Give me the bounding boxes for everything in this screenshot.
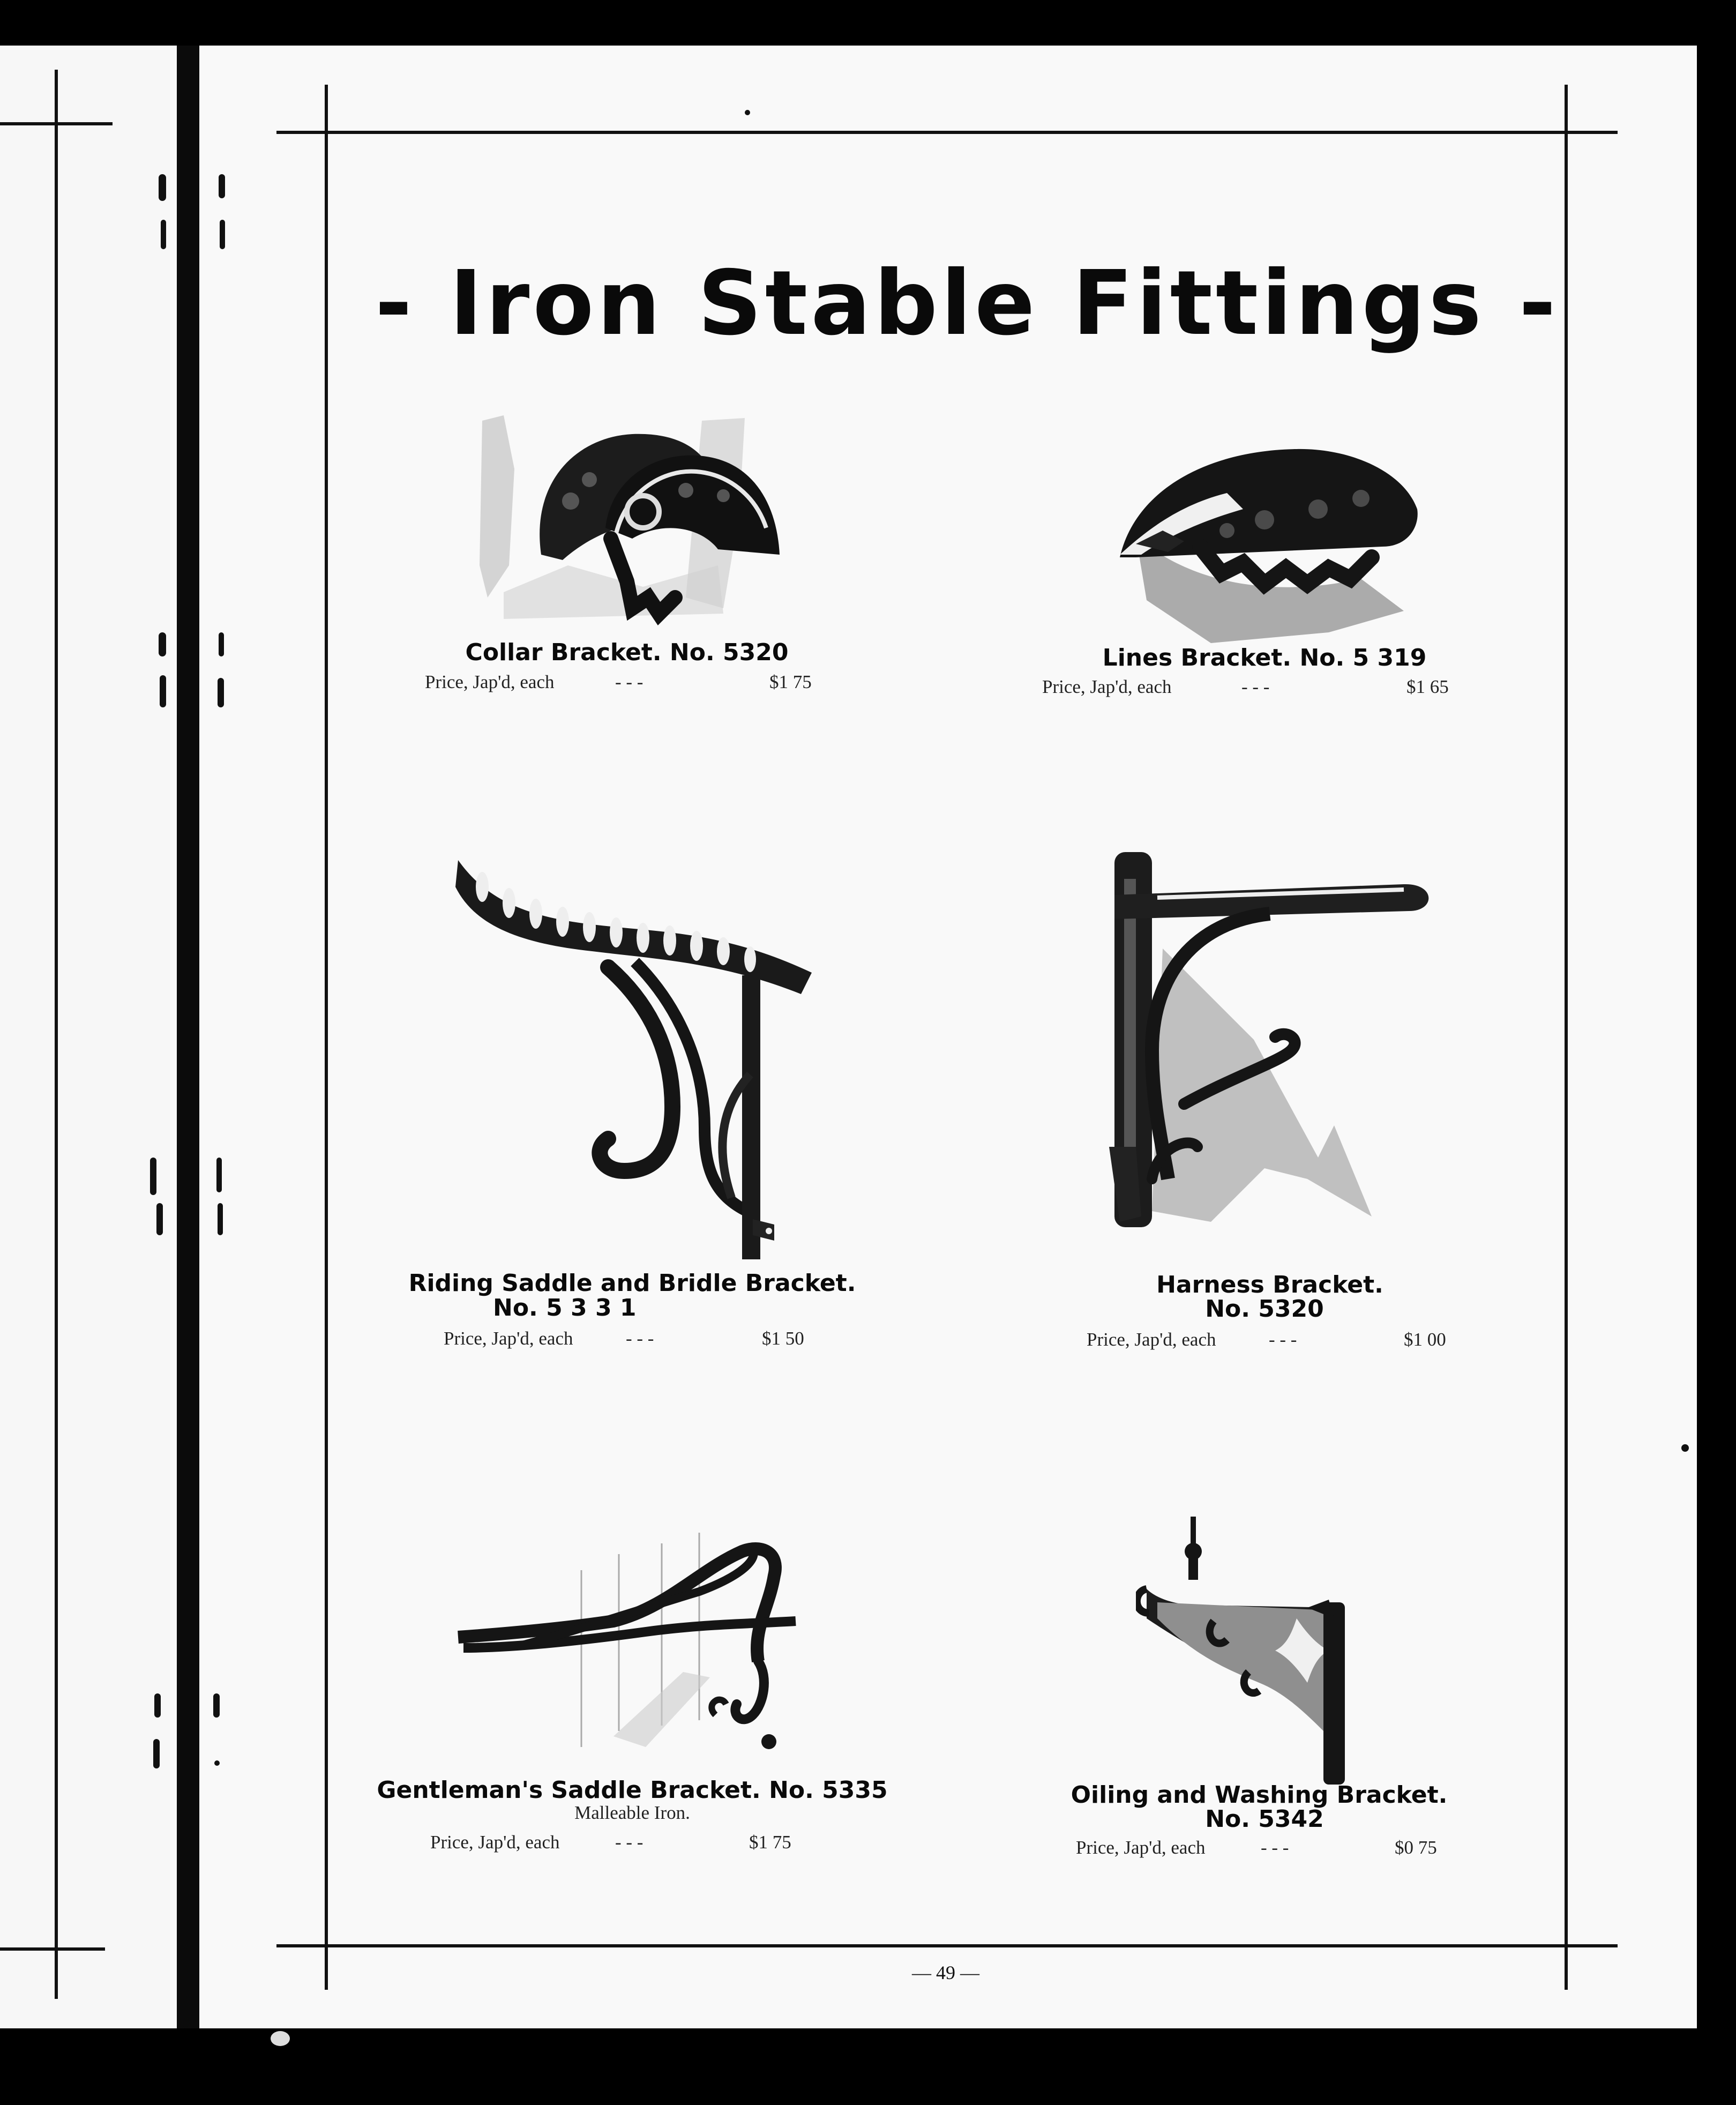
price-row	[425, 671, 832, 696]
page-border-left	[325, 85, 328, 1990]
previous-page-edge	[0, 46, 177, 2028]
price-value: $0 75	[1395, 1837, 1437, 1858]
binding-mark	[159, 174, 166, 201]
binding-mark	[153, 1739, 160, 1768]
binding-mark	[220, 220, 225, 249]
prev-page-border-bottom	[0, 1947, 105, 1951]
price-row	[1076, 1837, 1462, 1861]
collar-bracket-illustration	[472, 405, 782, 630]
binding-mark	[160, 675, 166, 707]
product-number: No. 5 3 3 1	[493, 1294, 637, 1322]
price-row	[1042, 676, 1460, 700]
scan-speck	[1681, 1444, 1689, 1452]
page-title: - Iron Stable Fittings -	[375, 252, 1559, 355]
binding-mark	[219, 174, 225, 198]
binding-mark	[154, 1693, 161, 1718]
price-label: Price, Jap'd, each	[425, 671, 555, 692]
price-value: $1 75	[769, 671, 812, 692]
product-title: Gentleman's Saddle Bracket. No. 5335	[377, 1776, 888, 1804]
price-row	[1087, 1329, 1472, 1353]
product-title: Harness Bracket.	[1156, 1271, 1383, 1298]
price-label: Price, Jap'd, each	[430, 1832, 560, 1853]
scan-speck	[745, 110, 750, 115]
prev-page-border-vertical	[55, 70, 58, 1999]
product-title: Riding Saddle and Bridle Bracket.	[408, 1270, 856, 1297]
product-title: Collar Bracket. No. 5320	[465, 639, 789, 666]
price-leader: - - -	[1269, 1329, 1297, 1350]
price-value: $1 75	[749, 1832, 791, 1853]
binding-mark	[216, 1158, 222, 1192]
price-leader: - - -	[1261, 1837, 1289, 1858]
price-leader: - - -	[615, 671, 643, 692]
price-label: Price, Jap'd, each	[444, 1328, 573, 1349]
saddle-bridle-bracket-illustration	[453, 849, 817, 1267]
product-title: Oiling and Washing Bracket.	[1071, 1781, 1448, 1809]
product-number: No. 5320	[1205, 1295, 1324, 1323]
binding-mark	[150, 1158, 156, 1195]
price-leader: - - -	[615, 1832, 643, 1853]
price-value: $1 65	[1406, 676, 1449, 697]
prev-page-border-top	[0, 122, 113, 125]
binding-mark	[214, 1760, 220, 1766]
price-label: Price, Jap'd, each	[1087, 1329, 1216, 1350]
binding-mark	[156, 1203, 163, 1235]
book-gutter	[177, 46, 199, 2028]
price-row	[430, 1832, 816, 1856]
price-label: Price, Jap'd, each	[1076, 1837, 1206, 1858]
gentlemans-saddle-bracket-illustration	[453, 1501, 822, 1758]
binding-mark	[218, 678, 224, 707]
price-leader: - - -	[1241, 676, 1270, 697]
price-row	[444, 1328, 819, 1352]
harness-bracket-illustration	[1104, 847, 1447, 1243]
binding-mark	[213, 1693, 220, 1718]
price-leader: - - -	[626, 1328, 654, 1349]
page-border-right	[1565, 85, 1568, 1990]
page-number: — 49 —	[912, 1962, 979, 1983]
binding-mark	[159, 632, 166, 656]
binding-mark	[219, 632, 224, 656]
binding-mark	[218, 1203, 223, 1235]
product-number: No. 5342	[1205, 1805, 1324, 1833]
page-border-top	[276, 131, 1618, 134]
product-title: Lines Bracket. No. 5 319	[1102, 644, 1427, 671]
scan-speck	[271, 2031, 290, 2046]
price-value: $1 00	[1404, 1329, 1446, 1350]
price-value: $1 50	[762, 1328, 804, 1349]
page-border-bottom	[276, 1944, 1618, 1947]
binding-mark	[161, 220, 166, 249]
material-note: Malleable Iron.	[574, 1802, 690, 1823]
lines-bracket-illustration	[1104, 439, 1425, 643]
oiling-washing-bracket-illustration	[1136, 1511, 1393, 1790]
price-label: Price, Jap'd, each	[1042, 676, 1172, 697]
